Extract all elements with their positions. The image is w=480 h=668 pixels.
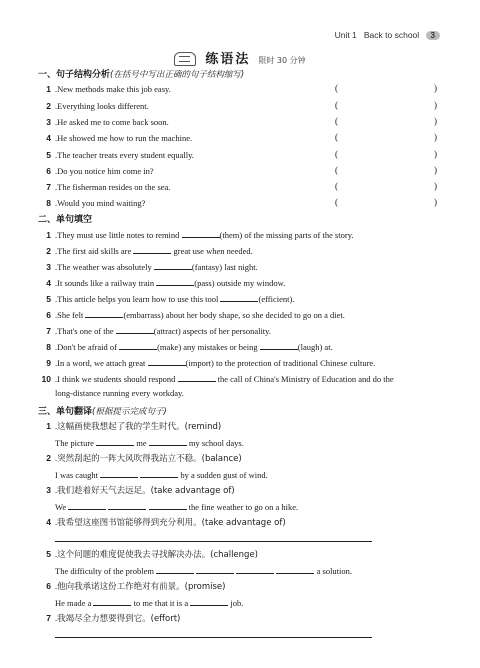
s3-answer-2: I was caught by a sudden gust of wind. [55, 470, 268, 480]
section1-note: (在括号中写出正确的句子结构缩写) [110, 70, 245, 80]
s3-item-5: 5 .这个问题的难度促使我去寻找解决办法。(challenge) [46, 549, 258, 560]
s3-item-7: 7 .我竭尽全力想要得到它。(effort) [46, 613, 181, 624]
answer-paren-close-1: ) [434, 83, 437, 93]
fill-blank[interactable] [260, 340, 298, 350]
s1-item-2: 2 .Everything looks different. [46, 101, 149, 111]
s2-item-10-cont: long-distance running every workday. [55, 388, 184, 398]
s3-answer-1: The picture me my school days. [55, 438, 244, 448]
fill-blank[interactable] [108, 500, 146, 510]
s1-item-3: 3 .He asked me to come back soon. [46, 117, 169, 127]
s3-answer-6: He made a to me that it is a job. [55, 598, 244, 608]
fill-blank[interactable] [149, 500, 187, 510]
fill-blank[interactable] [156, 276, 194, 286]
section3-title: 三、单句翻译 [38, 407, 93, 417]
title-main: 练语法 [205, 52, 251, 67]
s3-answer-3: We the fine weather to go on a hike. [55, 502, 299, 512]
fill-blank[interactable] [190, 596, 228, 606]
s1-item-5: 5 .The teacher treats every student equally. [46, 150, 194, 160]
s1-item-7: 7 .The fisherman resides on the sea. [46, 182, 171, 192]
answer-paren-open-4[interactable]: ( [335, 132, 338, 142]
s2-item-7: 7 .That's one of the (attract) aspects of her personality. [46, 326, 271, 336]
s3-item-2: 2 .突然刮起的一阵大风吹得我站立不稳。(balance) [46, 453, 242, 464]
s3-answer-5: The difficulty of the problem a solution. [55, 566, 353, 576]
fill-blank[interactable] [85, 308, 123, 318]
answer-paren-open-5[interactable]: ( [335, 149, 338, 159]
page-number-badge: 3 [426, 31, 440, 40]
answer-paren-close-4: ) [434, 132, 437, 142]
fill-blank[interactable] [236, 564, 274, 574]
fill-blank[interactable] [276, 564, 314, 574]
s2-item-4: 4 .It sounds like a railway train (pass) outside my window. [46, 278, 286, 288]
s1-item-4: 4 .He showed me how to run the machine. [46, 133, 193, 143]
fill-blank[interactable] [148, 356, 186, 366]
s2-item-3: 3 .The weather was absolutely (fantasy) last night. [46, 262, 258, 272]
time-limit: 限时 30 分钟 [258, 56, 306, 65]
section3-heading [38, 404, 167, 417]
fill-blank[interactable] [154, 260, 192, 270]
answer-paren-close-8: ) [434, 197, 437, 207]
s1-item-6: 6 .Do you notice him come in? [46, 166, 154, 176]
fill-blank[interactable] [100, 468, 138, 478]
answer-paren-open-6[interactable]: ( [335, 165, 338, 175]
s3-item-4: 4 .我希望这座图书馆能够得到充分利用。(take advantage of) [46, 517, 286, 528]
answer-paren-close-5: ) [434, 149, 437, 159]
page-title [0, 48, 480, 68]
answer-line-4[interactable] [55, 541, 372, 542]
fill-blank[interactable] [149, 436, 187, 446]
fill-blank[interactable] [119, 340, 157, 350]
answer-paren-open-3[interactable]: ( [335, 116, 338, 126]
answer-paren-close-2: ) [434, 100, 437, 110]
s1-item-1: 1 .New methods make this job easy. [46, 84, 171, 94]
s2-item-8: 8 .Don't be afraid of (make) any mistakes or being (laugh) at. [46, 342, 333, 352]
section3-note: (根据提示完成句子) [92, 407, 167, 417]
s2-item-6: 6 .She felt (embarrass) about her body shape, so she decided to go on a diet. [46, 310, 345, 320]
fill-blank[interactable] [116, 324, 154, 334]
fill-blank[interactable] [182, 228, 220, 238]
answer-paren-open-7[interactable]: ( [335, 181, 338, 191]
s1-item-8: 8 .Would you mind waiting? [46, 198, 146, 208]
s2-item-2: 2 .The first aid skills are great use when needed. [46, 246, 253, 256]
answer-paren-open-1[interactable]: ( [335, 83, 338, 93]
page-header [335, 30, 440, 40]
fill-blank[interactable] [156, 564, 194, 574]
s3-item-1: 1 .这幅画使我想起了我的学生时代。(remind) [46, 421, 222, 432]
s2-item-10: 10 .I think we students should respond the call of China's Ministry of Education and do the [41, 374, 394, 384]
fill-blank[interactable] [178, 372, 216, 382]
fill-blank[interactable] [140, 468, 178, 478]
answer-paren-open-2[interactable]: ( [335, 100, 338, 110]
s2-item-1: 1 .They must use little notes to remind (them) of the missing parts of the story. [46, 230, 354, 240]
s2-item-9: 9 .In a word, we attach great (import) to the protection of traditional Chinese culture. [46, 358, 376, 368]
section2-title: 二、单句填空 [38, 215, 93, 225]
fill-blank[interactable] [96, 436, 134, 446]
fill-blank[interactable] [68, 500, 106, 510]
s3-item-6: 6 .他向我承诺这份工作绝对有前景。(promise) [46, 581, 226, 592]
fill-blank[interactable] [220, 292, 258, 302]
s2-item-5: 5 .This article helps you learn how to use this tool (efficient). [46, 294, 295, 304]
lesson-label: Back to school [363, 30, 420, 40]
answer-paren-close-7: ) [434, 181, 437, 191]
section1-heading [38, 67, 244, 80]
fill-blank[interactable] [93, 596, 131, 606]
answer-line-7[interactable] [55, 637, 372, 638]
answer-paren-open-8[interactable]: ( [335, 197, 338, 207]
answer-paren-close-6: ) [434, 165, 437, 175]
unit-label: Unit 1 [334, 30, 357, 40]
s3-item-3: 3 .我们趁着好天气去远足。(take advantage of) [46, 485, 235, 496]
answer-paren-close-3: ) [434, 116, 437, 126]
section2-heading [38, 212, 92, 225]
section1-title: 一、句子结构分析 [38, 70, 111, 80]
fill-blank[interactable] [196, 564, 234, 574]
book-logo-icon [174, 52, 196, 66]
fill-blank[interactable] [133, 244, 171, 254]
